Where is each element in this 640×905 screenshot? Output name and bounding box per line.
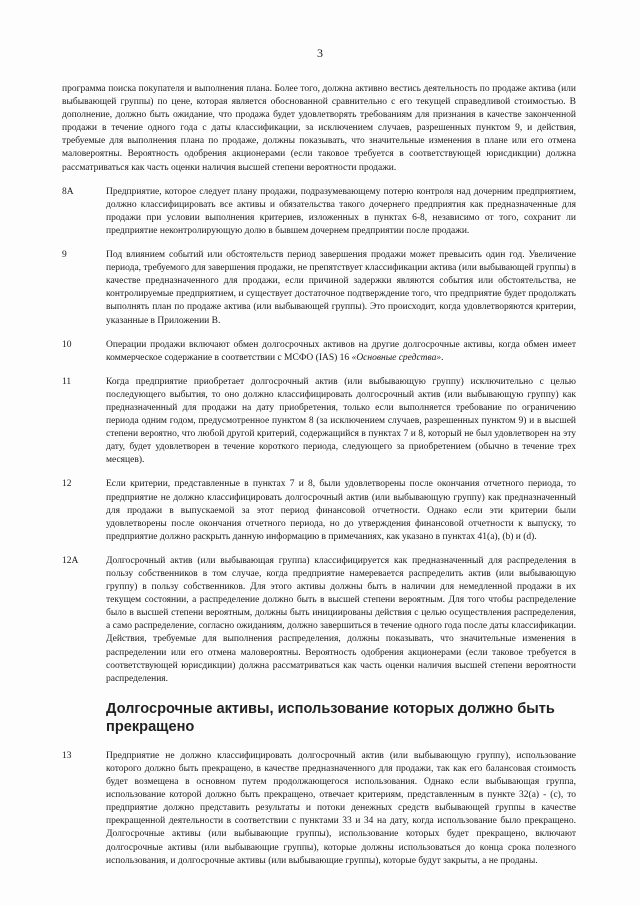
paragraph-number: 10 (62, 339, 72, 350)
paragraph-8a (62, 186, 576, 238)
standard-title: «Основные средства» (351, 352, 442, 363)
intro-paragraph: программа поиска покупателя и выполнения плана. Более того, должна активно вестись деятельность по продаже актива (или выбывающей группы) по цене, которая является обоснованной сравнительно с его текущей справедливой стоимостью. В дополнение, должно быть ожидание, что продажа будет удовлетворять требованиям для признания в качестве законченной продажи в течение одного года с даты классификации, за исключением случаев, разрешенных пунктом 9, и действия, требуемые для выполнения плана по продаже, должны показывать, что значительные изменения в плане или его отмена маловероятны. Вероятность одобрения акционерами (если таковое требуется в соответствующей юрисдикции) должна рассматриваться как часть оценки наличия высшей степени вероятности продажи. (62, 84, 576, 173)
paragraph-text-end: . (441, 352, 444, 363)
page-number: 3 (317, 46, 323, 60)
paragraph-10 (62, 339, 576, 365)
paragraph-text: Предприятие не должно классифицировать долгосрочный актив (или выбывающую группу), использование которого должно быть прекращено, в качестве предназначенного для продажи, так как его балансовая стоимость будет возмещена в основном путем продолжающегося использования. Однако если выбывающая группа, использование которой должно быть прекращено, отвечает критериям, представленным в пункте 32(a) - (c), то предприятие должно представить результаты и потоки денежных средств выбывающей группы в качестве прекращенной деятельности в соответствии с пунктами 33 и 34 на дату, когда использование было прекращено. Долгосрочные активы (или выбывающие группы), использование которых будет прекращено, включают долгосрочные активы (или выбывающие группы), которые должны использоваться до конца срока полезного использования, и долгосрочные активы (или выбывающие группы), которые будут закрыты, а не проданы. (106, 750, 576, 866)
paragraph-text: Когда предприятие приобретает долгосрочный актив (или выбывающую группу) исключительно с целью последующего выбытия, то оно должно классифицировать долгосрочный актив (или выбывающую группу) как предназначенный для продажи на дату приобретения, только если выполняется требование по ограничению периода одним годом, предусмотренное пунктом 8 (за исключением случаев, разрешенных пунктом 9) и в высшей степени вероятно, что любой другой критерий, содержащийся в пунктах 7 и 8, который не был удовлетворен на эту дату, будет удовлетворен в течение короткого периода, следующего за приобретением (обычно в течение трех месяцев). (106, 376, 576, 466)
paragraph-text: Под влиянием событий или обстоятельств период завершения продажи может превысить один год. Увеличение периода, требуемого для завершения продажи, не препятствует классификации актива (или выбывающей группы) в качестве предназначенного для продажи, если причиной задержки являются события или обстоятельства, не контролируемые предприятием, и существует достаточное подтверждение того, что предприятие будет продолжать выполнять план по продаже актива (или выбывающей группы). Это происходит, когда удовлетворяются критерии, указанные в Приложении В. (106, 250, 576, 326)
paragraph-number: 9 (62, 250, 67, 261)
paragraph-9 (62, 249, 576, 328)
paragraph-text (106, 339, 576, 365)
paragraph-text: Если критерии, представленные в пунктах 7 и 8, были удовлетворены после окончания отчетного периода, то предприятие не должно классифицировать долгосрочный актив (или выбывающую группу) как предназначенный для продажи в выпускаемой за этот период финансовой отчетности. Однако если эти критерии были удовлетворены после окончания отчетного периода, но до утверждения финансовой отчетности к выпуску, то предприятие должно раскрыть данную информацию в примечаниях, как указано в пунктах 41(a), (b) и (d). (106, 479, 576, 542)
paragraph-12a (62, 555, 576, 686)
paragraph-text: Долгосрочный актив (или выбывающая группа) классифицируется как предназначенный для распределения в пользу собственников в том случае, когда предприятие намеревается распределить актив (или выбывающую группу) в пользу собственников. Для этого активы должны быть в наличии для немедленной продажи в их текущем состоянии, а распределение должно быть в высшей степени вероятным. Для того чтобы распределение было в высшей степени вероятным, должны быть инициированы действия с целью осуществления распределения, а само распределение, согласно ожиданиям, должно завершиться в течение одного года после даты классификации. Действия, требуемые для выполнения распределения, должны показывать, что значительные изменения в распределении или его отмена маловероятны. Вероятность одобрения акционерами (если таковое требуется в соответствующей юрисдикции) должна рассматриваться как часть оценки наличия высшей степени вероятности распределения. (106, 555, 576, 684)
paragraph-text: Предприятие, которое следует плану продажи, подразумевающему потерю контроля над дочерним предприятием, должно классифицировать все активы и обязательства такого дочернего предприятия как предназначенные для продажи при условии выполнения критериев, изложенных в пунктах 6-8, независимо от того, сохранит ли предприятие неконтролирующую долю в бывшем дочернем предприятии после продажи. (106, 186, 576, 236)
paragraph-number: 12 (62, 479, 72, 490)
paragraph-number: 12А (62, 555, 79, 566)
paragraph-number: 11 (62, 376, 72, 387)
paragraph-text-main: Операции продажи включают обмен долгосрочных активов на другие долгосрочные активы, когда обмен имеет коммерческое содержание в соответствии с МСФО (IAS) 16 (106, 339, 576, 363)
paragraph-13 (62, 750, 576, 868)
paragraph-number: 13 (62, 750, 72, 761)
document-body (62, 83, 576, 868)
paragraph-11 (62, 376, 576, 468)
paragraph-number: 8А (62, 186, 74, 197)
paragraph-12 (62, 478, 576, 543)
section-heading: Долгосрочные активы, использование которых должно быть прекращено (106, 700, 555, 735)
